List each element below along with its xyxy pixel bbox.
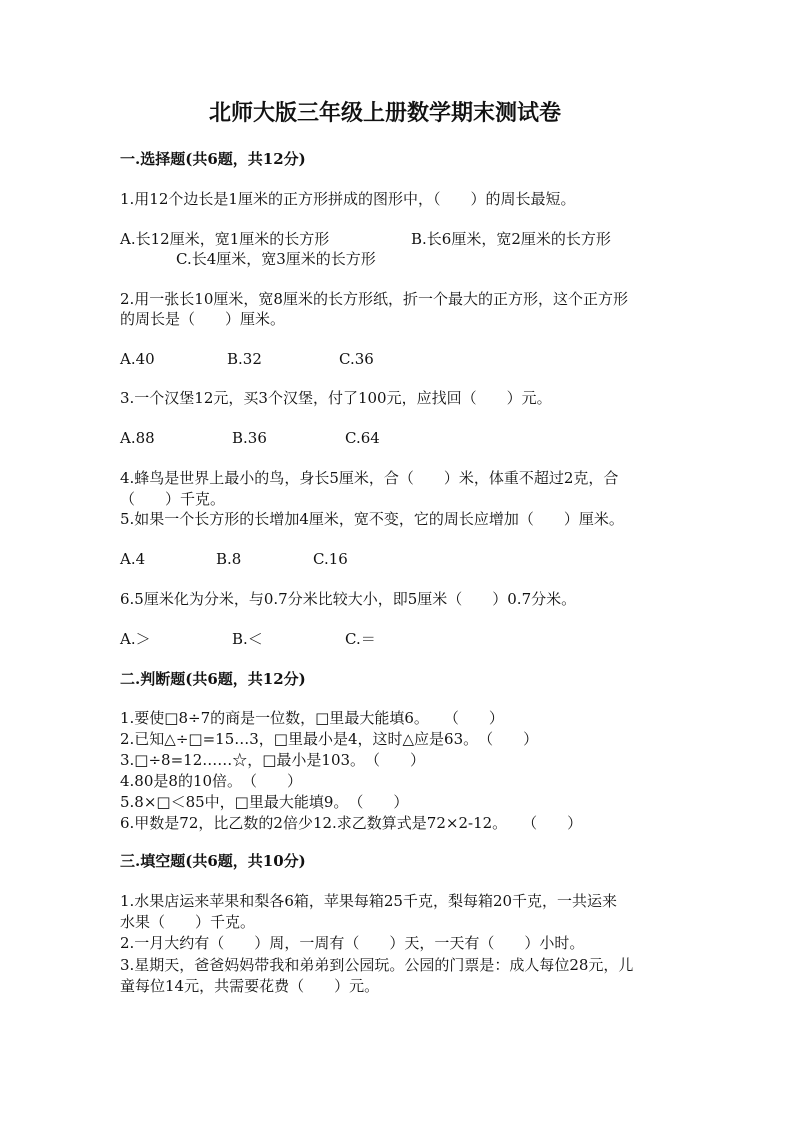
judgment-item: 2.已知△÷□=15…3，□里最小是4，这时△应是63。 （ ） <box>120 730 539 748</box>
question-stem: 3.一个汉堡12元，买3个汉堡，付了100元，应找回（ ）元。 <box>120 389 552 407</box>
option-b: B.8 <box>216 550 242 568</box>
option-a: A.4 <box>120 550 146 568</box>
page-title: 北师大版三年级上册数学期末测试卷 <box>209 100 562 126</box>
section-heading: 二.判断题(共6题，共12分) <box>120 670 306 688</box>
judgment-item: 4.80是8的10倍。 （ ） <box>120 772 303 790</box>
option-c: C.64 <box>345 429 380 447</box>
option-b: B.长6厘米，宽2厘米的长方形 <box>411 230 611 248</box>
option-c: C.16 <box>313 550 348 568</box>
question-stem: 的周长是（ ）厘米。 <box>120 310 286 328</box>
option-a: A.＞ <box>120 630 151 648</box>
question-stem: 5.如果一个长方形的长增加4厘米，宽不变，它的周长应增加（ ）厘米。 <box>120 510 624 528</box>
question-stem: 2.用一张长10厘米，宽8厘米的长方形纸，折一个最大的正方形，这个正方形 <box>120 290 628 308</box>
judgment-item: 3.□÷8=12……☆，□最小是103。 （ ） <box>120 751 426 769</box>
option-b: B.36 <box>232 429 267 447</box>
option-c: C.长4厘米，宽3厘米的长方形 <box>176 250 376 268</box>
question-stem: 6.5厘米化为分米，与0.7分米比较大小，即5厘米（ ）0.7分米。 <box>120 590 577 608</box>
section-heading: 三.填空题(共6题，共10分) <box>120 852 306 870</box>
fill-blank-line: 水果（ ）千克。 <box>120 913 256 931</box>
option-b: B.32 <box>227 350 262 368</box>
fill-blank-line: 2.一月大约有（ ）周，一周有（ ）天，一天有（ ）小时。 <box>120 934 585 952</box>
fill-blank-line: 童每位14元，共需要花费（ ）元。 <box>120 977 380 995</box>
judgment-item: 1.要使□8÷7的商是一位数，□里最大能填6。 （ ） <box>120 709 504 727</box>
section-heading: 一.选择题(共6题，共12分) <box>120 150 306 168</box>
option-a: A.长12厘米，宽1厘米的长方形 <box>120 230 330 248</box>
question-stem: （ ）千克。 <box>120 490 226 508</box>
option-a: A.40 <box>120 350 155 368</box>
question-stem: 4.蜂鸟是世界上最小的鸟，身长5厘米，合（ ）米，体重不超过2克，合 <box>120 469 619 487</box>
question-stem: 1.用12个边长是1厘米的正方形拼成的图形中，（ ）的周长最短。 <box>120 190 576 208</box>
judgment-item: 5.8×□＜85中，□里最大能填9。 （ ） <box>120 793 409 811</box>
fill-blank-line: 1.水果店运来苹果和梨各6箱，苹果每箱25千克，梨每箱20千克，一共运来 <box>120 892 618 910</box>
fill-blank-line: 3.星期天，爸爸妈妈带我和弟弟到公园玩。公园的门票是：成人每位28元，儿 <box>120 956 634 974</box>
judgment-item: 6.甲数是72，比乙数的2倍少12.求乙数算式是72×2-12。 （ ） <box>120 814 583 832</box>
option-a: A.88 <box>120 429 155 447</box>
option-c: C.＝ <box>345 630 376 648</box>
option-c: C.36 <box>339 350 374 368</box>
option-b: B.＜ <box>232 630 263 648</box>
